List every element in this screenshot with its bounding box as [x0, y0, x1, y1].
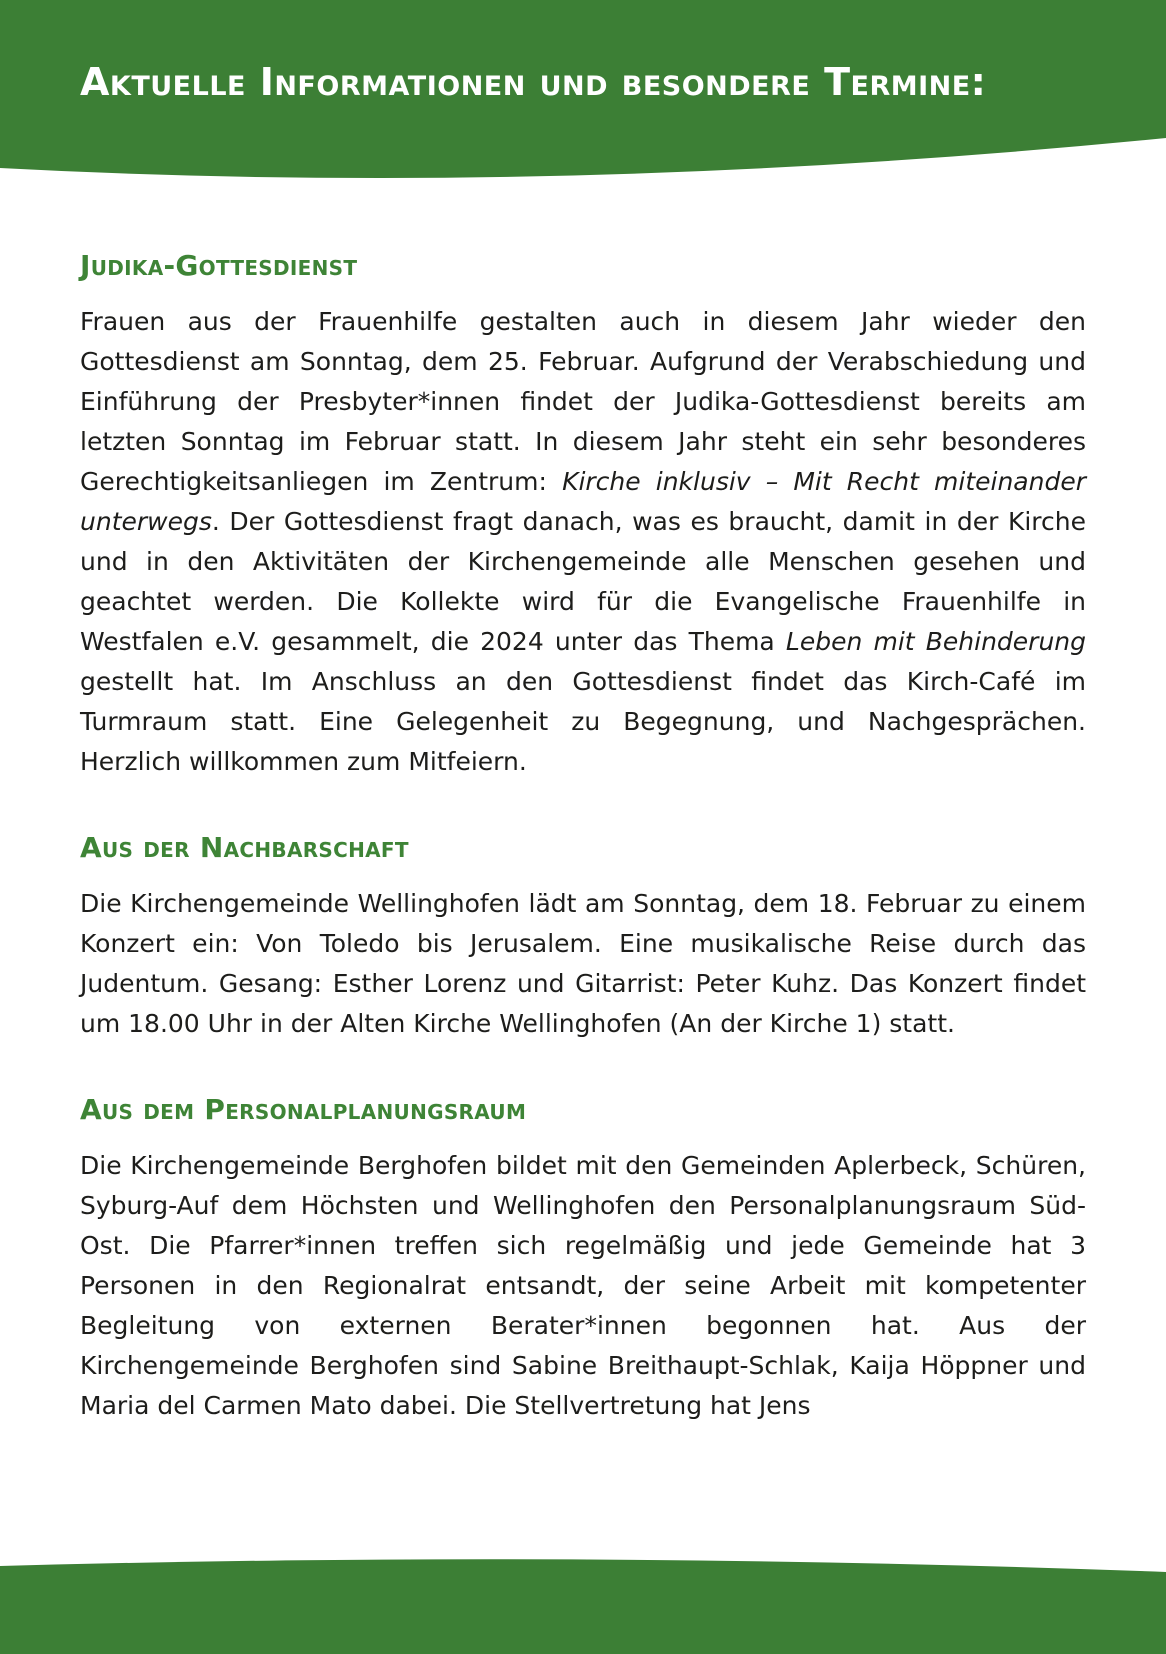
section-title: Aus der Nachbarschaft [80, 831, 409, 864]
section-body: Die Kirchengemeinde Berghofen bildet mit den Gemeinden Aplerbeck, Schüren, Syburg-Auf dem Höchsten und Wellinghofen den Personalplanungsraum Süd-Ost. Die Pfarrer*innen treffen sich regelmäßig und jede Gemeinde hat 3 Personen in den Regionalrat entsandt, der seine Arbeit mit kompetenter Begleitung von externen Berater*innen begonnen hat. Aus der Kirchengemeinde Berghofen sind Sabine Breithaupt-Schlak, Kaija Höppner und Maria del Carmen Mato dabei. Die Stellvertretung hat Jens [80, 1151, 1086, 1420]
section-personalplanungsraum [80, 1092, 1086, 1426]
page-title: Aktuelle Informationen und besondere Termine: [80, 60, 987, 104]
section-nachbarschaft [80, 830, 1086, 1044]
body-text: gestellt hat. Im Anschluss an den Gottesdienst findet das Kirch-Café im Turmraum statt. Eine Gelegenheit zu Begegnung, und Nachgesprächen. Herzlich willkommen zum Mitfeiern. [80, 667, 1086, 776]
main-content [80, 248, 1086, 1426]
body-text: Frauen aus der Frauenhilfe gestalten auch in diesem Jahr wieder den Gottesdienst am Sonntag, dem 25. Februar. Aufgrund der Verabschiedung und Einführung der Presbyter*innen findet der Judika-Gottesdienst bereits am letzten Sonntag im Februar statt. In diesem Jahr steht ein sehr besonderes Gerechtigkeitsanliegen im Zentrum: [80, 307, 1086, 496]
section-body [80, 302, 1086, 782]
footer-band [0, 1556, 1166, 1654]
section-judika [80, 248, 1086, 782]
footer-band-shape [0, 1556, 1166, 1654]
section-title: Judika-Gottesdienst [80, 249, 358, 282]
body-text: . Der Gottesdienst fragt danach, was es braucht, damit in der Kirche und in den Aktivitäten der Kirchengemeinde alle Menschen gesehen und geachtet werden. Die Kollekte wird für die Evangelische Frauenhilfe in Westfalen e.V. gesammelt, die 2024 unter das Thema [80, 507, 1086, 656]
section-title: Aus dem Personalplanungsraum [80, 1093, 527, 1126]
emphasis-text: Kirche inklusiv – Mit Recht miteinander unterwegs [80, 467, 1086, 536]
emphasis-text: Leben mit Behinderung [785, 627, 1086, 656]
section-body: Die Kirchengemeinde Wellinghofen lädt am Sonntag, dem 18. Februar zu einem Konzert ein: Von Toledo bis Jerusalem. Eine musikalische Reise durch das Judentum. Gesang: Esther Lorenz und Gitarrist: Peter Kuhz. Das Konzert findet um 18.00 Uhr in der Alten Kirche Wellinghofen (An der Kirche 1) statt. [80, 889, 1086, 1038]
